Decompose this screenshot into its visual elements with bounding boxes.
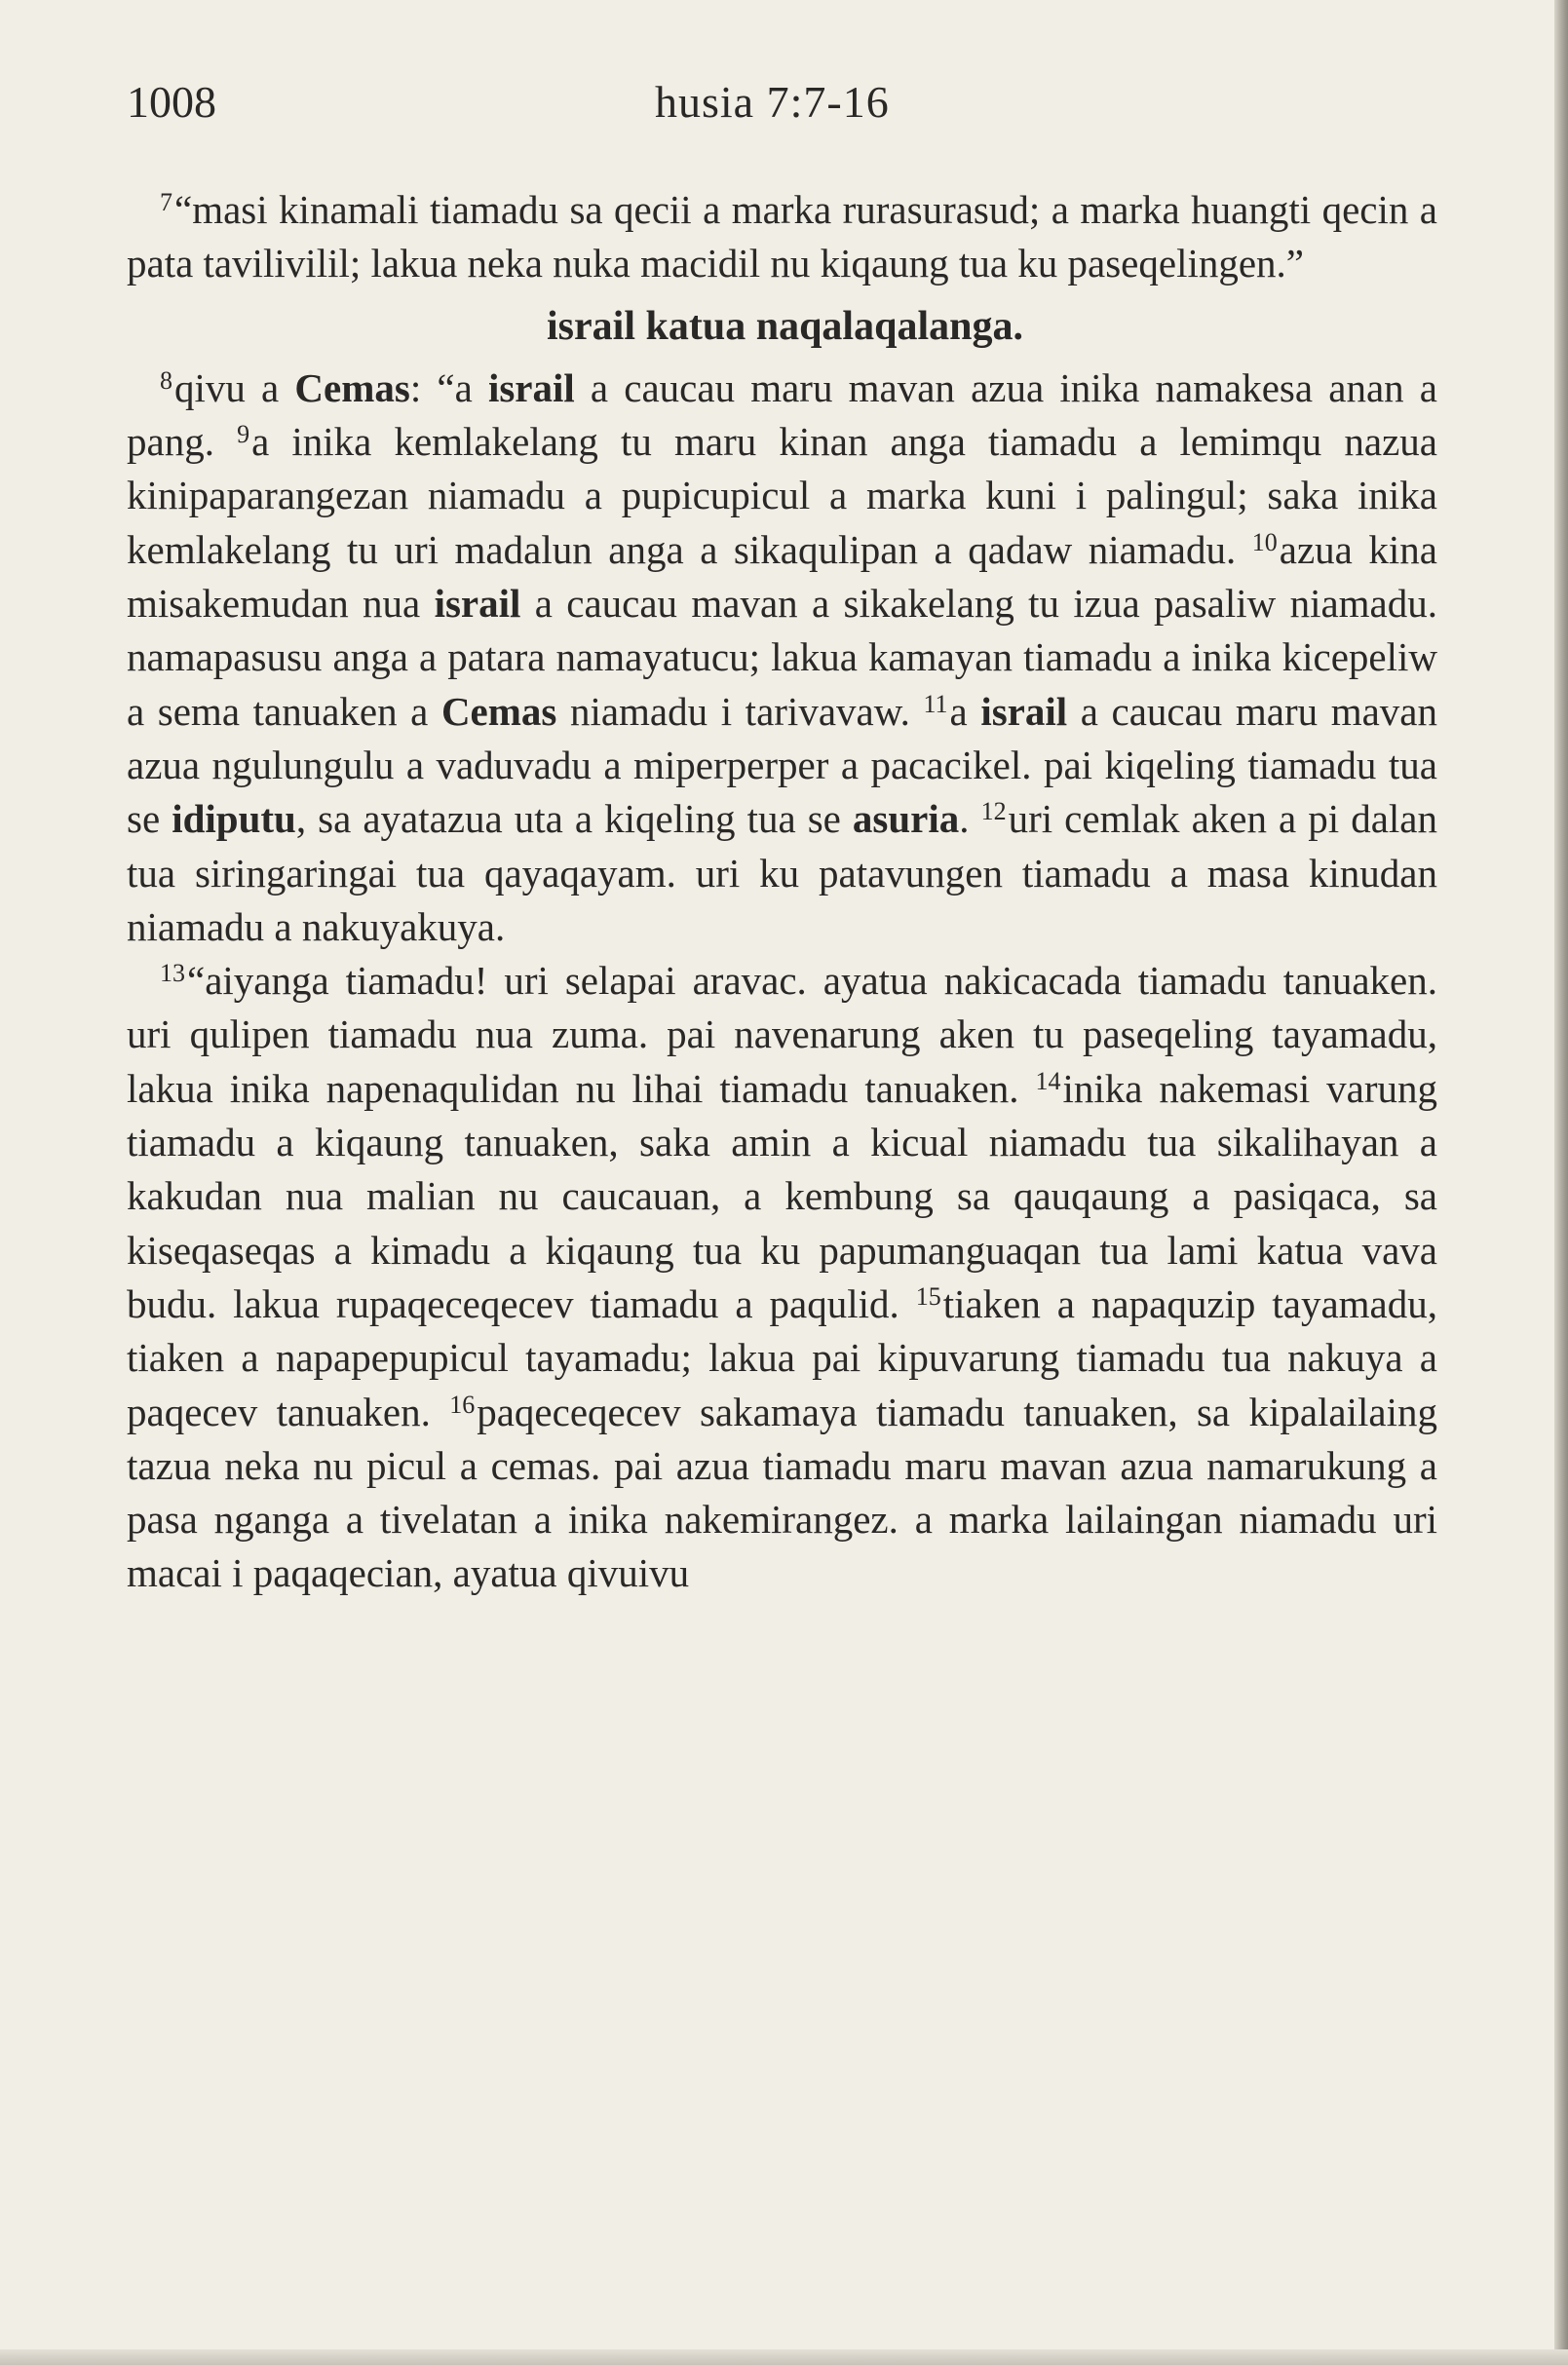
verse-text: qivu a [174,364,295,410]
proper-noun: idiputu [172,796,296,842]
proper-noun: israil [434,581,521,627]
verse-text: “masi kinamali tiamadu sa qecii a marka rurasurasud; a marka huangti qecin a pata tavilivilil; lakua neka nuka macidil nu kiqaung tua ku paseqelingen.” [127,187,1437,286]
proper-noun: israil [487,364,575,410]
verse-text: : “a [409,364,488,410]
page-number: 1008 [127,77,216,127]
verse-number: 14 [1035,1066,1061,1095]
verse-text: a caucau mavan a sikakelang tu izua pasaliw niamadu. namapasusu anga a patara namayatucu; lakua kamayan tiamadu a inika kicepeliw a sema tanuaken a [127,581,1437,734]
verse-number: 10 [1251,527,1278,556]
paragraph [127,954,1437,1601]
verse-text: “aiyanga tiamadu! uri selapai aravac. ayatua nakicacada tiamadu tanuaken. uri qulipen tiamadu nua zuma. pai navenarung aken tu paseqeling tayamadu, lakua inika napenaqulidan nu lihai tiamadu tanuaken. [127,958,1437,1111]
verse-text: tiaken a napaquzip tayamadu, tiaken a napapepupicul tayamadu; lakua pai kipuvarung tiamadu tua nakuya a paqecev tanuaken. [127,1280,1437,1434]
section-heading: israil katua naqalaqalanga. [547,303,1023,349]
body-text [127,183,1437,1601]
verse-text: niamadu i tarivavaw. [556,688,924,734]
running-head: husia 7:7-16 [655,77,890,127]
verse-number: 9 [237,420,250,449]
paragraph [127,362,1437,954]
verse-text: a [949,688,981,734]
verse-number: 7 [160,188,172,216]
verse-text: a caucau maru mavan azua inika namakesa anan a pang. [127,364,1437,465]
verse-text: a inika kemlakelang tu maru kinan anga tiamadu a lemimqu nazua kinipaparangezan niamadu a pupicupicul a marka kuni i palingul; saka inika kemlakelang tu uri madalun anga a sikaqulipan a qadaw niamadu. [127,419,1437,572]
page-header [127,76,1433,134]
verse-text: paqeceqecev sakamaya tiamadu tanuaken, sa kipalailaing tazua neka nu picul a cemas. pai azua tiamadu maru mavan azua namarukung a pasa nganga a tivelatan a inika nakemirangez. a marka lailaingan niamadu uri macai i paqaqecian, ayatua qivuivu [127,1389,1438,1596]
page-edge [1554,0,1568,2365]
proper-noun: asuria [852,796,960,842]
proper-noun: Cemas [440,688,557,734]
verse-number: 8 [160,365,172,395]
verse-text: a caucau maru mavan azua ngulungulu a vaduvadu a miperperper a pacacikel. pai kiqeling tiamadu tua se [127,688,1437,842]
verse-number: 15 [915,1281,941,1311]
verse-text: uri cemlak aken a pi dalan tua siringaringai tua qayaqayam. uri ku patavungen tiamadu a masa kinudan niamadu a nakuyakuya. [127,796,1437,949]
verse-number: 16 [449,1390,476,1419]
verse-number: 12 [980,797,1007,826]
paragraph [127,183,1437,291]
proper-noun: israil [980,688,1068,734]
verse-number: 11 [923,689,948,718]
verse-text: azua kina misakemudan nua [127,526,1437,627]
verse-number: 13 [160,959,185,988]
verse-text: inika nakemasi varung tiamadu a kiqaung tanuaken, saka amin a kicual niamadu tua sikalihayan a kakudan nua malian nu caucauan, a kembung sa qauqaung a pasiqaca, sa kiseqaseqas a kimadu a kiqaung tua ku papumanguaqan tua lami katua vava budu. lakua rupaqeceqecev tiamadu a paqulid. [127,1065,1437,1326]
proper-noun: Cemas [294,364,410,410]
verse-text: . [959,796,981,842]
verse-text: , sa ayatazua uta a kiqeling tua se [295,796,853,842]
page-bottom-edge [0,2349,1568,2365]
